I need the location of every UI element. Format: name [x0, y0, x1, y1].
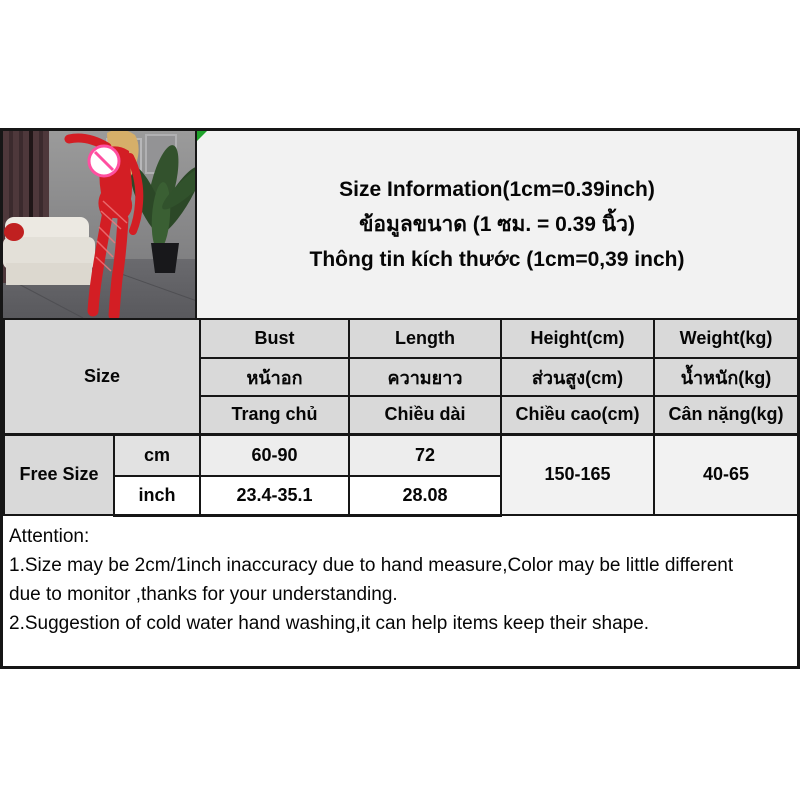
- col-header-height: Height(cm): [501, 319, 654, 358]
- plant-pot: [151, 243, 179, 273]
- length-inch-value: 28.08: [349, 476, 501, 515]
- sofa: [3, 217, 95, 285]
- attention-note: [3, 517, 797, 638]
- col-header-weight-th: น้ำหนัก(kg): [654, 358, 798, 396]
- weight-range-value: 40-65: [654, 434, 798, 515]
- attention-line-3: 2.Suggestion of cold water hand washing,it can help items keep their shape.: [9, 612, 650, 634]
- col-header-length-vi: Chiều dài: [349, 396, 501, 434]
- title-thai: ข้อมูลขนาด (1 ซม. = 0.39 นิ้ว): [359, 213, 635, 236]
- col-header-length: Length: [349, 319, 501, 358]
- title-vietnamese: Thông tin kích thước (1cm=0,39 inch): [309, 248, 685, 271]
- unit-cm-cell: cm: [114, 434, 200, 476]
- length-cm-value: 72: [349, 434, 501, 476]
- data-row-cm: [4, 434, 798, 476]
- col-header-bust-vi: Trang chủ: [200, 396, 349, 434]
- censor-badge: [89, 146, 119, 176]
- green-corner-flag-icon: [197, 131, 207, 141]
- title-area: [197, 131, 797, 318]
- header-row-english: [4, 319, 798, 358]
- col-header-bust-th: หน้าอก: [200, 358, 349, 396]
- attention-line-1: 1.Size may be 2cm/1inch inaccuracy due to hand measure,Color may be little different: [9, 554, 734, 576]
- product-photo: [3, 131, 197, 318]
- product-photo-scene: [3, 131, 197, 318]
- size-table: [3, 318, 799, 517]
- size-header-cell: Size: [4, 319, 200, 434]
- unit-inch-cell: inch: [114, 476, 200, 515]
- col-header-length-th: ความยาว: [349, 358, 501, 396]
- free-size-cell: Free Size: [4, 434, 114, 515]
- col-header-weight-vi: Cân nặng(kg): [654, 396, 798, 434]
- col-header-height-th: ส่วนสูง(cm): [501, 358, 654, 396]
- col-header-weight: Weight(kg): [654, 319, 798, 358]
- size-chart-sheet: [0, 128, 800, 669]
- height-range-value: 150-165: [501, 434, 654, 515]
- bust-cm-value: 60-90: [200, 434, 349, 476]
- col-header-bust: Bust: [200, 319, 349, 358]
- red-pillow: [4, 223, 24, 241]
- top-row: [3, 131, 797, 318]
- col-header-height-vi: Chiều cao(cm): [501, 396, 654, 434]
- attention-line-2: due to monitor ,thanks for your understanding.: [9, 583, 398, 605]
- title-english: Size Information(1cm=0.39inch): [339, 178, 655, 201]
- bust-inch-value: 23.4-35.1: [200, 476, 349, 515]
- attention-heading: Attention:: [9, 525, 90, 547]
